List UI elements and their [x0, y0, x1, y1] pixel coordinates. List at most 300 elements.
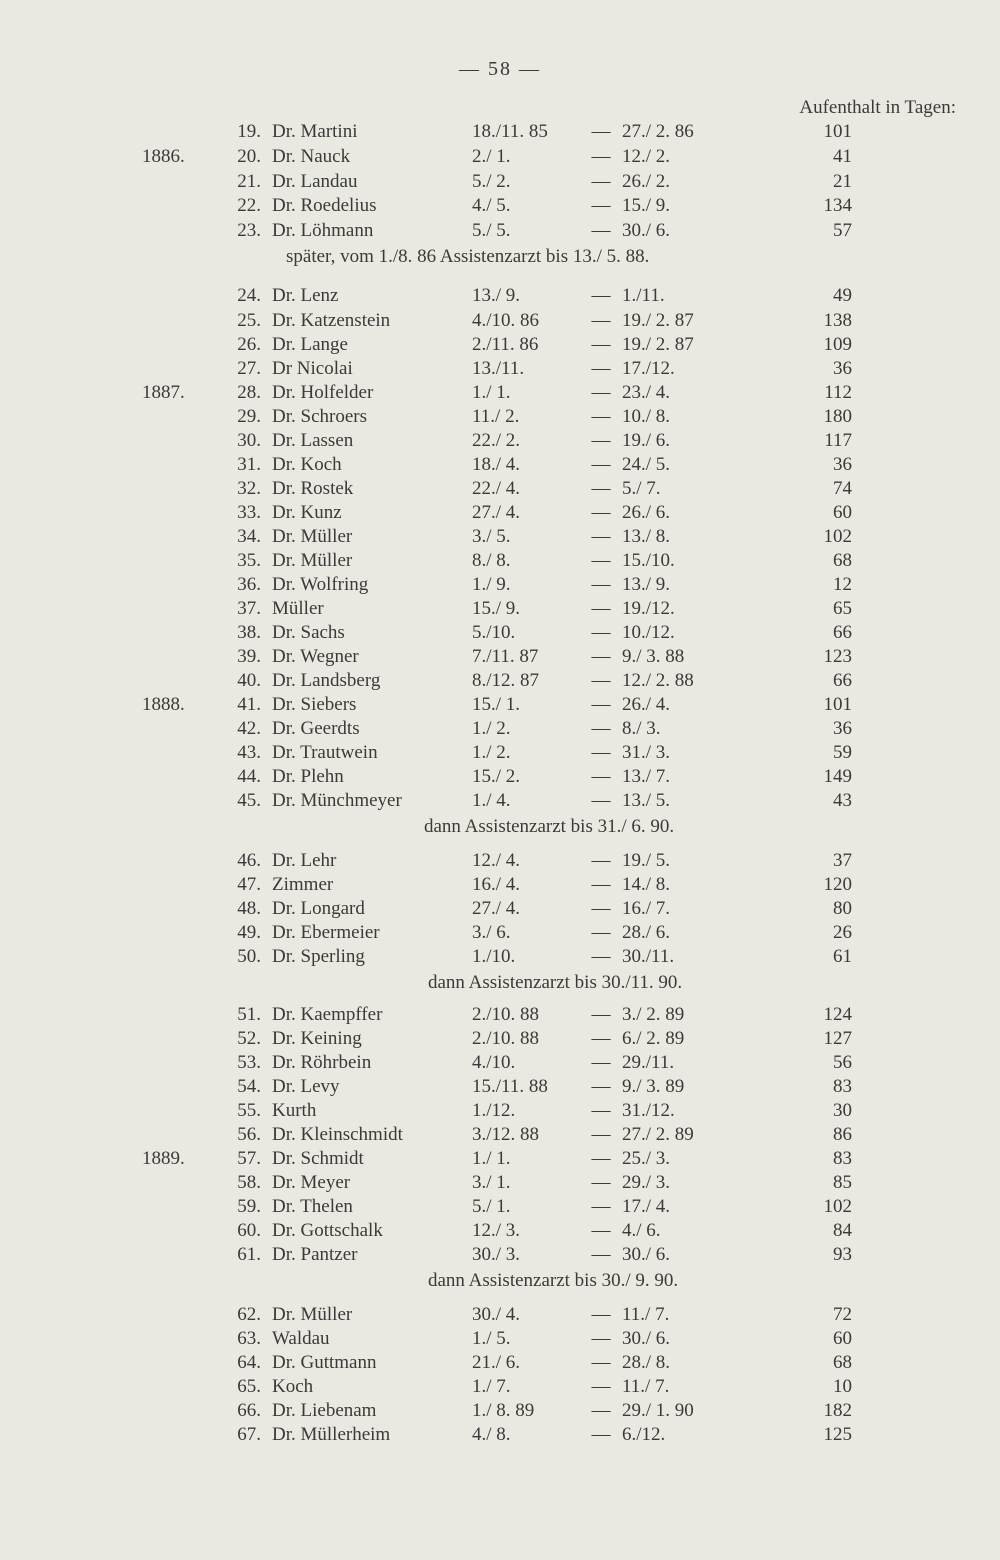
table-row	[0, 501, 1000, 525]
end-date: 13./ 5.	[622, 790, 671, 811]
start-date: 13./11.	[472, 358, 525, 379]
entry-number: 40.	[237, 670, 261, 691]
table-row	[0, 1075, 1000, 1099]
entry-number: 25.	[237, 310, 261, 331]
table-row	[0, 453, 1000, 477]
entry-number: 36.	[237, 574, 261, 595]
table-row	[0, 1327, 1000, 1351]
physician-name: Dr. Sachs	[272, 622, 345, 643]
start-date: 1./ 2.	[472, 718, 511, 739]
physician-name: Dr. Meyer	[272, 1172, 351, 1193]
entry-number: 43.	[237, 742, 261, 763]
entry-number: 59.	[237, 1196, 261, 1217]
stay-days: 57	[833, 220, 852, 241]
end-date: 26./ 2.	[622, 171, 671, 192]
stay-days: 80	[833, 898, 852, 919]
stay-days: 66	[833, 670, 852, 691]
entry-number: 55.	[237, 1100, 261, 1121]
physician-name: Dr. Nauck	[272, 146, 351, 167]
date-dash: —	[591, 1244, 611, 1265]
entry-number: 65.	[237, 1376, 261, 1397]
end-date: 26./ 4.	[622, 694, 671, 715]
year-label: 1886.	[142, 146, 185, 167]
table-row	[0, 1171, 1000, 1195]
table-row	[0, 1423, 1000, 1447]
stay-days: 36	[833, 718, 852, 739]
date-dash: —	[591, 121, 611, 142]
start-date: 27./ 4.	[472, 898, 521, 919]
stay-days: 125	[823, 1424, 852, 1445]
end-date: 25./ 3.	[622, 1148, 671, 1169]
end-date: 17./ 4.	[622, 1196, 671, 1217]
date-dash: —	[591, 502, 611, 523]
stay-days: 68	[833, 550, 852, 571]
table-row	[0, 669, 1000, 693]
stay-days: 134	[823, 195, 852, 216]
end-date: 28./ 6.	[622, 922, 671, 943]
physician-name: Dr. Thelen	[272, 1196, 353, 1217]
end-date: 31./12.	[622, 1100, 675, 1121]
start-date: 8./12. 87	[472, 670, 540, 691]
note-text: dann Assistenzarzt bis 30./ 9. 90.	[428, 1270, 679, 1291]
entry-number: 54.	[237, 1076, 261, 1097]
start-date: 1./ 4.	[472, 790, 511, 811]
end-date: 13./ 9.	[622, 574, 671, 595]
physician-name: Dr. Katzenstein	[272, 310, 391, 331]
date-dash: —	[591, 1304, 611, 1325]
physician-name: Dr. Ebermeier	[272, 922, 380, 943]
end-date: 12./ 2. 88	[622, 670, 694, 691]
date-dash: —	[591, 220, 611, 241]
table-row	[0, 429, 1000, 453]
start-date: 1./ 8. 89	[472, 1400, 535, 1421]
physician-name: Dr. Löhmann	[272, 220, 374, 241]
entry-number: 31.	[237, 454, 261, 475]
end-date: 23./ 4.	[622, 382, 671, 403]
table-row	[0, 1027, 1000, 1051]
date-dash: —	[591, 718, 611, 739]
date-dash: —	[591, 1052, 611, 1073]
end-date: 15./10.	[622, 550, 675, 571]
entry-number: 38.	[237, 622, 261, 643]
physician-name: Kurth	[272, 1100, 317, 1121]
start-date: 4./10. 86	[472, 310, 540, 331]
physician-name: Dr. Lassen	[272, 430, 354, 451]
start-date: 5./ 5.	[472, 220, 511, 241]
end-date: 30./ 6.	[622, 1244, 671, 1265]
end-date: 5./ 7.	[622, 478, 661, 499]
start-date: 18./ 4.	[472, 454, 521, 475]
physician-name: Dr. Landsberg	[272, 670, 381, 691]
start-date: 13./ 9.	[472, 285, 521, 306]
date-dash: —	[591, 1148, 611, 1169]
table-row	[0, 1123, 1000, 1147]
end-date: 19./12.	[622, 598, 675, 619]
entry-number: 23.	[237, 220, 261, 241]
table-row	[0, 873, 1000, 897]
start-date: 21./ 6.	[472, 1352, 521, 1373]
table-row	[0, 405, 1000, 429]
entry-number: 66.	[237, 1400, 261, 1421]
date-dash: —	[591, 454, 611, 475]
stay-days: 149	[823, 766, 852, 787]
assistant-note	[0, 971, 1000, 995]
entry-number: 53.	[237, 1052, 261, 1073]
table-row	[0, 333, 1000, 357]
entry-number: 22.	[237, 195, 261, 216]
entry-number: 46.	[237, 850, 261, 871]
table-row	[0, 945, 1000, 969]
end-date: 19./ 2. 87	[622, 334, 694, 355]
physician-name: Dr Nicolai	[272, 358, 353, 379]
physician-name: Dr. Lehr	[272, 850, 337, 871]
start-date: 5./10.	[472, 622, 516, 643]
end-date: 19./ 6.	[622, 430, 671, 451]
physician-name: Dr. Koch	[272, 454, 342, 475]
year-label: 1888.	[142, 694, 185, 715]
entry-number: 34.	[237, 526, 261, 547]
physician-name: Dr. Holfelder	[272, 382, 374, 403]
start-date: 15./ 1.	[472, 694, 521, 715]
year-label: 1889.	[142, 1148, 185, 1169]
start-date: 3./12. 88	[472, 1124, 540, 1145]
physician-name: Zimmer	[272, 874, 334, 895]
date-dash: —	[591, 310, 611, 331]
end-date: 3./ 2. 89	[622, 1004, 685, 1025]
entry-number: 58.	[237, 1172, 261, 1193]
physician-name: Dr. Martini	[272, 121, 358, 142]
date-dash: —	[591, 622, 611, 643]
entry-number: 39.	[237, 646, 261, 667]
entry-number: 29.	[237, 406, 261, 427]
date-dash: —	[591, 358, 611, 379]
table-row	[0, 1303, 1000, 1327]
entry-number: 42.	[237, 718, 261, 739]
assistant-note	[0, 245, 1000, 269]
stay-days: 68	[833, 1352, 852, 1373]
note-text: dann Assistenzarzt bis 31./ 6. 90.	[424, 816, 675, 837]
entry-number: 44.	[237, 766, 261, 787]
start-date: 3./ 5.	[472, 526, 511, 547]
end-date: 29./ 1. 90	[622, 1400, 694, 1421]
stay-days: 102	[823, 526, 852, 547]
physician-name: Dr. Longard	[272, 898, 365, 919]
end-date: 15./ 9.	[622, 195, 671, 216]
date-dash: —	[591, 1220, 611, 1241]
table-row	[0, 145, 1000, 169]
date-dash: —	[591, 790, 611, 811]
table-row	[0, 1243, 1000, 1267]
stay-days: 101	[823, 694, 852, 715]
stay-days: 109	[823, 334, 852, 355]
date-dash: —	[591, 382, 611, 403]
date-dash: —	[591, 850, 611, 871]
date-dash: —	[591, 874, 611, 895]
table-row	[0, 693, 1000, 717]
end-date: 4./ 6.	[622, 1220, 661, 1241]
physician-name: Dr. Landau	[272, 171, 358, 192]
physician-name: Dr. Lange	[272, 334, 348, 355]
table-row	[0, 1375, 1000, 1399]
stay-days: 127	[823, 1028, 852, 1049]
stay-days: 85	[833, 1172, 852, 1193]
entry-number: 48.	[237, 898, 261, 919]
start-date: 7./11. 87	[472, 646, 539, 667]
stay-days: 86	[833, 1124, 852, 1145]
date-dash: —	[591, 766, 611, 787]
physician-name: Dr. Keining	[272, 1028, 362, 1049]
assistant-note	[0, 815, 1000, 839]
stay-days: 60	[833, 502, 852, 523]
start-date: 5./ 1.	[472, 1196, 511, 1217]
stay-days: 36	[833, 358, 852, 379]
date-dash: —	[591, 598, 611, 619]
physician-name: Dr. Müllerheim	[272, 1424, 391, 1445]
stay-days: 84	[833, 1220, 852, 1241]
stay-days: 124	[823, 1004, 852, 1025]
table-row	[0, 573, 1000, 597]
table-row	[0, 284, 1000, 308]
start-date: 1./10.	[472, 946, 516, 967]
stay-days: 120	[823, 874, 852, 895]
end-date: 19./ 5.	[622, 850, 671, 871]
date-dash: —	[591, 285, 611, 306]
date-dash: —	[591, 1424, 611, 1445]
physician-name: Dr. Röhrbein	[272, 1052, 372, 1073]
date-dash: —	[591, 1004, 611, 1025]
table-row	[0, 741, 1000, 765]
table-row	[0, 1351, 1000, 1375]
entry-number: 19.	[237, 121, 261, 142]
date-dash: —	[591, 430, 611, 451]
date-dash: —	[591, 646, 611, 667]
end-date: 13./ 8.	[622, 526, 671, 547]
stay-days: 66	[833, 622, 852, 643]
table-row	[0, 525, 1000, 549]
start-date: 1./ 1.	[472, 1148, 511, 1169]
physician-name: Dr. Kunz	[272, 502, 342, 523]
date-dash: —	[591, 1172, 611, 1193]
entry-number: 26.	[237, 334, 261, 355]
start-date: 1./ 9.	[472, 574, 511, 595]
end-date: 27./ 2. 89	[622, 1124, 694, 1145]
stay-days: 138	[823, 310, 852, 331]
date-dash: —	[591, 574, 611, 595]
table-row	[0, 597, 1000, 621]
entry-number: 35.	[237, 550, 261, 571]
physician-name: Dr. Sperling	[272, 946, 365, 967]
table-row	[0, 549, 1000, 573]
table-row	[0, 170, 1000, 194]
start-date: 2./11. 86	[472, 334, 539, 355]
start-date: 1./12.	[472, 1100, 516, 1121]
entry-number: 63.	[237, 1328, 261, 1349]
page-number: — 58 —	[459, 58, 541, 80]
stay-days: 36	[833, 454, 852, 475]
date-dash: —	[591, 742, 611, 763]
entry-number: 27.	[237, 358, 261, 379]
physician-name: Dr. Müller	[272, 526, 353, 547]
start-date: 5./ 2.	[472, 171, 511, 192]
physician-name: Dr. Guttmann	[272, 1352, 377, 1373]
entry-number: 21.	[237, 171, 261, 192]
start-date: 30./ 4.	[472, 1304, 521, 1325]
start-date: 12./ 3.	[472, 1220, 521, 1241]
start-date: 2./10. 88	[472, 1028, 540, 1049]
table-row	[0, 1219, 1000, 1243]
start-date: 1./ 5.	[472, 1328, 511, 1349]
stay-days: 59	[833, 742, 852, 763]
start-date: 1./ 2.	[472, 742, 511, 763]
start-date: 16./ 4.	[472, 874, 521, 895]
end-date: 24./ 5.	[622, 454, 671, 475]
physician-name: Dr. Müller	[272, 550, 353, 571]
date-dash: —	[591, 334, 611, 355]
end-date: 29./ 3.	[622, 1172, 671, 1193]
date-dash: —	[591, 694, 611, 715]
end-date: 1./11.	[622, 285, 665, 306]
assistant-note	[0, 1269, 1000, 1293]
start-date: 8./ 8.	[472, 550, 511, 571]
stay-days: 65	[833, 598, 852, 619]
start-date: 12./ 4.	[472, 850, 521, 871]
table-row	[0, 219, 1000, 243]
table-row	[0, 477, 1000, 501]
end-date: 11./ 7.	[622, 1304, 670, 1325]
end-date: 11./ 7.	[622, 1376, 670, 1397]
physician-name: Dr. Geerdts	[272, 718, 360, 739]
physician-name: Müller	[272, 598, 324, 619]
start-date: 3./ 1.	[472, 1172, 511, 1193]
date-dash: —	[591, 1076, 611, 1097]
stay-days: 182	[823, 1400, 852, 1421]
date-dash: —	[591, 1196, 611, 1217]
physician-name: Dr. Müller	[272, 1304, 353, 1325]
entry-number: 56.	[237, 1124, 261, 1145]
entry-number: 30.	[237, 430, 261, 451]
entry-number: 33.	[237, 502, 261, 523]
date-dash: —	[591, 670, 611, 691]
stay-days: 61	[833, 946, 852, 967]
end-date: 27./ 2. 86	[622, 121, 694, 142]
physician-name: Dr. Kleinschmidt	[272, 1124, 403, 1145]
stay-days: 60	[833, 1328, 852, 1349]
table-row	[0, 357, 1000, 381]
stay-days: 72	[833, 1304, 852, 1325]
entry-number: 61.	[237, 1244, 261, 1265]
stay-days: 41	[833, 146, 852, 167]
start-date: 4./10.	[472, 1052, 516, 1073]
table-row	[0, 789, 1000, 813]
entry-number: 47.	[237, 874, 261, 895]
physician-name: Koch	[272, 1376, 314, 1397]
entry-number: 28.	[237, 382, 261, 403]
end-date: 9./ 3. 88	[622, 646, 685, 667]
start-date: 15./ 9.	[472, 598, 521, 619]
start-date: 15./11. 88	[472, 1076, 548, 1097]
end-date: 9./ 3. 89	[622, 1076, 685, 1097]
end-date: 6./12.	[622, 1424, 666, 1445]
end-date: 6./ 2. 89	[622, 1028, 685, 1049]
end-date: 26./ 6.	[622, 502, 671, 523]
table-row	[0, 621, 1000, 645]
stay-days: 93	[833, 1244, 852, 1265]
date-dash: —	[591, 1028, 611, 1049]
stay-days: 83	[833, 1148, 852, 1169]
end-date: 28./ 8.	[622, 1352, 671, 1373]
stay-days: 56	[833, 1052, 852, 1073]
date-dash: —	[591, 1328, 611, 1349]
end-date: 13./ 7.	[622, 766, 671, 787]
date-dash: —	[591, 195, 611, 216]
physician-name: Dr. Wegner	[272, 646, 359, 667]
table-row	[0, 849, 1000, 873]
stay-days: 180	[823, 406, 852, 427]
start-date: 4./ 8.	[472, 1424, 511, 1445]
entry-number: 45.	[237, 790, 261, 811]
table-row	[0, 1399, 1000, 1423]
date-dash: —	[591, 1400, 611, 1421]
stay-days: 37	[833, 850, 852, 871]
date-dash: —	[591, 1376, 611, 1397]
start-date: 4./ 5.	[472, 195, 511, 216]
start-date: 2./ 1.	[472, 146, 511, 167]
physician-name: Dr. Rostek	[272, 478, 354, 499]
entry-number: 64.	[237, 1352, 261, 1373]
physician-name: Dr. Siebers	[272, 694, 357, 715]
date-dash: —	[591, 1100, 611, 1121]
physician-name: Dr. Münchmeyer	[272, 790, 402, 811]
end-date: 16./ 7.	[622, 898, 671, 919]
start-date: 1./ 7.	[472, 1376, 511, 1397]
stay-days: 26	[833, 922, 852, 943]
entry-number: 41.	[237, 694, 261, 715]
date-dash: —	[591, 550, 611, 571]
date-dash: —	[591, 406, 611, 427]
note-text: dann Assistenzarzt bis 30./11. 90.	[428, 972, 683, 993]
year-label: 1887.	[142, 382, 185, 403]
physician-name: Dr. Trautwein	[272, 742, 378, 763]
physician-name: Dr. Schmidt	[272, 1148, 364, 1169]
entry-number: 20.	[237, 146, 261, 167]
entry-number: 24.	[237, 285, 261, 306]
end-date: 8./ 3.	[622, 718, 661, 739]
end-date: 10./12.	[622, 622, 675, 643]
start-date: 27./ 4.	[472, 502, 521, 523]
start-date: 3./ 6.	[472, 922, 511, 943]
start-date: 18./11. 85	[472, 121, 548, 142]
physician-name: Dr. Schroers	[272, 406, 367, 427]
end-date: 31./ 3.	[622, 742, 671, 763]
start-date: 11./ 2.	[472, 406, 520, 427]
end-date: 14./ 8.	[622, 874, 671, 895]
column-header-days: Aufenthalt in Tagen:	[799, 97, 956, 118]
physician-name: Dr. Levy	[272, 1076, 340, 1097]
entry-number: 49.	[237, 922, 261, 943]
stay-days: 43	[833, 790, 852, 811]
date-dash: —	[591, 898, 611, 919]
physician-name: Dr. Pantzer	[272, 1244, 358, 1265]
date-dash: —	[591, 146, 611, 167]
physician-name: Dr. Lenz	[272, 285, 339, 306]
date-dash: —	[591, 922, 611, 943]
table-row	[0, 1099, 1000, 1123]
table-row	[0, 1003, 1000, 1027]
table-row	[0, 1195, 1000, 1219]
entry-number: 60.	[237, 1220, 261, 1241]
table-row	[0, 1051, 1000, 1075]
end-date: 12./ 2.	[622, 146, 671, 167]
